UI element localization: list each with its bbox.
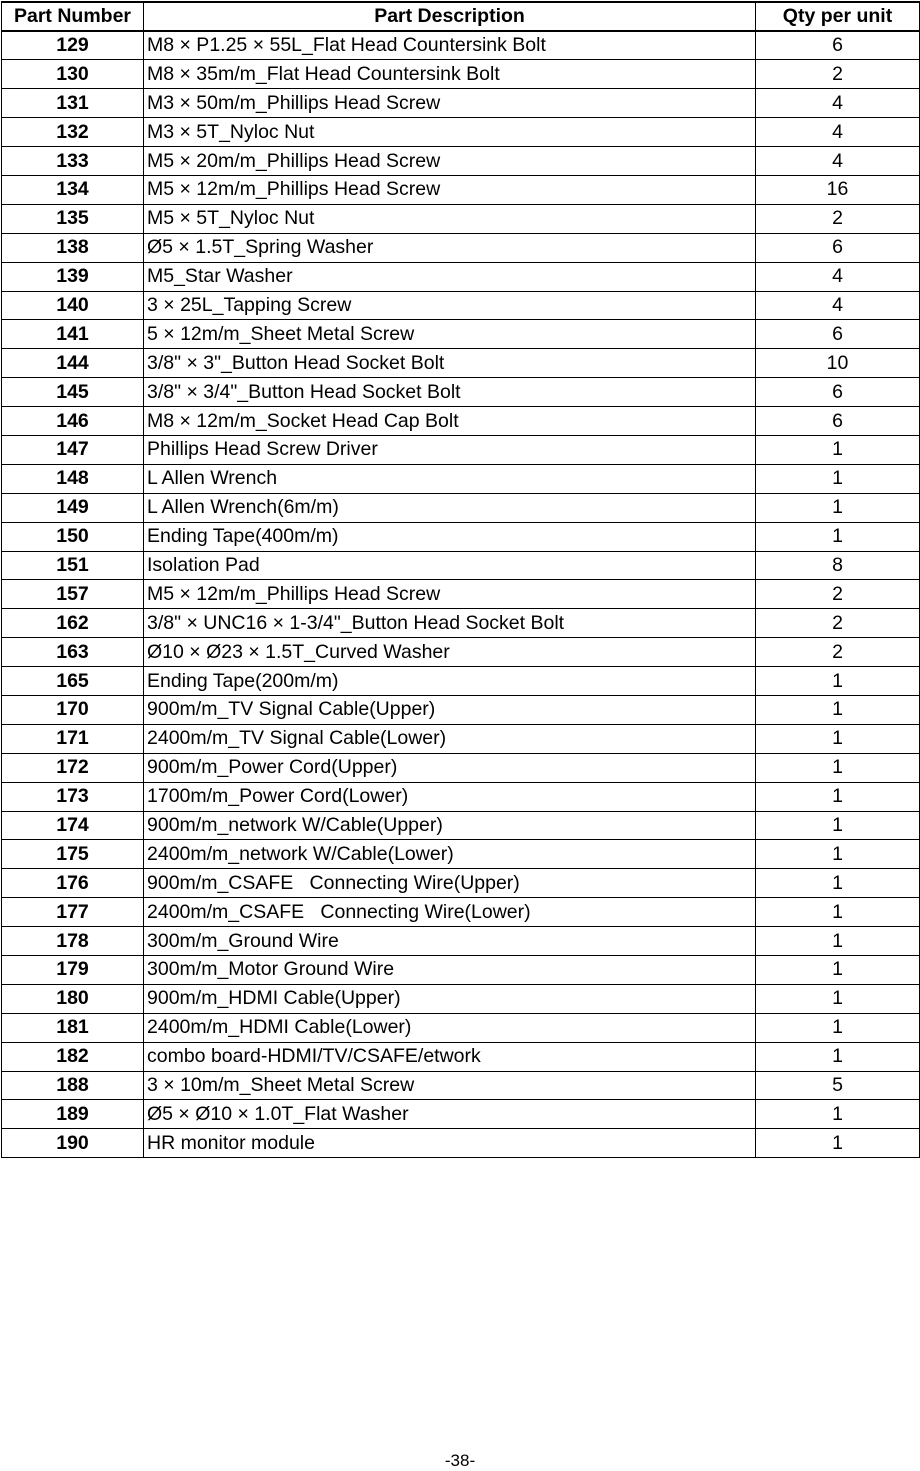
table-row xyxy=(2,1100,920,1129)
part-description-cell: 300m/m_Ground Wire xyxy=(144,927,756,956)
qty-per-unit-cell: 2 xyxy=(756,638,920,667)
qty-per-unit-cell: 1 xyxy=(756,464,920,493)
part-number-cell: 139 xyxy=(2,262,144,291)
part-number-cell: 147 xyxy=(2,435,144,464)
qty-per-unit-cell: 1 xyxy=(756,840,920,869)
part-number-cell: 181 xyxy=(2,1013,144,1042)
qty-per-unit-cell: 4 xyxy=(756,118,920,147)
part-number-cell: 145 xyxy=(2,378,144,407)
table-row xyxy=(2,204,920,233)
part-number-cell: 174 xyxy=(2,811,144,840)
table-row xyxy=(2,782,920,811)
part-number-cell: 188 xyxy=(2,1071,144,1100)
part-number-cell: 129 xyxy=(2,31,144,60)
part-description-cell: L Allen Wrench xyxy=(144,464,756,493)
table-row xyxy=(2,493,920,522)
table-row xyxy=(2,233,920,262)
qty-per-unit-cell: 6 xyxy=(756,233,920,262)
part-number-cell: 138 xyxy=(2,233,144,262)
part-description-cell: 3 × 10m/m_Sheet Metal Screw xyxy=(144,1071,756,1100)
part-number-cell: 173 xyxy=(2,782,144,811)
part-number-cell: 149 xyxy=(2,493,144,522)
part-description-cell: Isolation Pad xyxy=(144,551,756,580)
parts-table xyxy=(1,1,920,1158)
qty-per-unit-cell: 1 xyxy=(756,811,920,840)
table-row xyxy=(2,291,920,320)
part-description-cell: L Allen Wrench(6m/m) xyxy=(144,493,756,522)
table-row xyxy=(2,349,920,378)
part-description-cell: Phillips Head Screw Driver xyxy=(144,435,756,464)
part-number-cell: 175 xyxy=(2,840,144,869)
table-row xyxy=(2,464,920,493)
part-description-cell: 3/8" × 3"_Button Head Socket Bolt xyxy=(144,349,756,378)
part-number-cell: 171 xyxy=(2,724,144,753)
table-header-row xyxy=(2,2,920,31)
part-number-cell: 165 xyxy=(2,667,144,696)
qty-per-unit-cell: 16 xyxy=(756,175,920,204)
part-description-cell: M8 × P1.25 × 55L_Flat Head Countersink Bolt xyxy=(144,31,756,60)
table-row xyxy=(2,724,920,753)
qty-per-unit-cell: 4 xyxy=(756,262,920,291)
part-number-cell: 190 xyxy=(2,1129,144,1158)
part-number-cell: 179 xyxy=(2,956,144,985)
part-number-cell: 151 xyxy=(2,551,144,580)
part-description-cell: 2400m/m_CSAFE Connecting Wire(Lower) xyxy=(144,898,756,927)
part-number-cell: 133 xyxy=(2,147,144,176)
table-row xyxy=(2,580,920,609)
qty-per-unit-cell: 8 xyxy=(756,551,920,580)
qty-per-unit-cell: 2 xyxy=(756,609,920,638)
parts-table-body xyxy=(2,31,920,1158)
qty-per-unit-cell: 4 xyxy=(756,147,920,176)
part-number-cell: 144 xyxy=(2,349,144,378)
part-description-cell: combo board-HDMI/TV/CSAFE/etwork xyxy=(144,1042,756,1071)
qty-per-unit-cell: 1 xyxy=(756,695,920,724)
part-description-cell: 900m/m_CSAFE Connecting Wire(Upper) xyxy=(144,869,756,898)
part-description-cell: 300m/m_Motor Ground Wire xyxy=(144,956,756,985)
qty-per-unit-cell: 1 xyxy=(756,1100,920,1129)
table-row xyxy=(2,840,920,869)
part-description-cell: M5_Star Washer xyxy=(144,262,756,291)
part-description-cell: 2400m/m_network W/Cable(Lower) xyxy=(144,840,756,869)
part-description-cell: 900m/m_HDMI Cable(Upper) xyxy=(144,984,756,1013)
qty-per-unit-cell: 1 xyxy=(756,435,920,464)
part-number-cell: 140 xyxy=(2,291,144,320)
table-row xyxy=(2,638,920,667)
part-number-cell: 163 xyxy=(2,638,144,667)
part-description-cell: 5 × 12m/m_Sheet Metal Screw xyxy=(144,320,756,349)
part-description-cell: Ø5 × 1.5T_Spring Washer xyxy=(144,233,756,262)
table-row xyxy=(2,118,920,147)
page-number: -38- xyxy=(444,1451,476,1470)
qty-per-unit-cell: 1 xyxy=(756,667,920,696)
table-row xyxy=(2,667,920,696)
qty-per-unit-cell: 1 xyxy=(756,869,920,898)
qty-per-unit-cell: 6 xyxy=(756,378,920,407)
part-description-cell: Ending Tape(400m/m) xyxy=(144,522,756,551)
qty-per-unit-cell: 2 xyxy=(756,60,920,89)
part-description-cell: M5 × 12m/m_Phillips Head Screw xyxy=(144,175,756,204)
qty-per-unit-cell: 6 xyxy=(756,407,920,436)
qty-per-unit-cell: 1 xyxy=(756,522,920,551)
table-row xyxy=(2,1129,920,1158)
part-number-cell: 170 xyxy=(2,695,144,724)
part-number-cell: 189 xyxy=(2,1100,144,1129)
part-number-cell: 135 xyxy=(2,204,144,233)
qty-per-unit-cell: 1 xyxy=(756,1013,920,1042)
qty-per-unit-cell: 1 xyxy=(756,956,920,985)
part-number-cell: 182 xyxy=(2,1042,144,1071)
table-row xyxy=(2,695,920,724)
part-description-cell: M5 × 5T_Nyloc Nut xyxy=(144,204,756,233)
qty-per-unit-cell: 1 xyxy=(756,1129,920,1158)
part-description-cell: Ø5 × Ø10 × 1.0T_Flat Washer xyxy=(144,1100,756,1129)
part-number-cell: 176 xyxy=(2,869,144,898)
part-description-cell: 2400m/m_TV Signal Cable(Lower) xyxy=(144,724,756,753)
table-row xyxy=(2,1042,920,1071)
part-number-cell: 180 xyxy=(2,984,144,1013)
header-part-number: Part Number xyxy=(2,2,144,31)
table-row xyxy=(2,262,920,291)
part-number-cell: 146 xyxy=(2,407,144,436)
qty-per-unit-cell: 1 xyxy=(756,753,920,782)
part-description-cell: M8 × 12m/m_Socket Head Cap Bolt xyxy=(144,407,756,436)
qty-per-unit-cell: 6 xyxy=(756,31,920,60)
part-description-cell: 900m/m_Power Cord(Upper) xyxy=(144,753,756,782)
table-row xyxy=(2,147,920,176)
header-part-description: Part Description xyxy=(144,2,756,31)
part-number-cell: 178 xyxy=(2,927,144,956)
qty-per-unit-cell: 5 xyxy=(756,1071,920,1100)
qty-per-unit-cell: 1 xyxy=(756,927,920,956)
qty-per-unit-cell: 1 xyxy=(756,493,920,522)
part-number-cell: 150 xyxy=(2,522,144,551)
table-row xyxy=(2,1013,920,1042)
part-number-cell: 157 xyxy=(2,580,144,609)
header-qty-per-unit: Qty per unit xyxy=(756,2,920,31)
part-number-cell: 141 xyxy=(2,320,144,349)
table-row xyxy=(2,927,920,956)
table-row xyxy=(2,175,920,204)
qty-per-unit-cell: 1 xyxy=(756,782,920,811)
part-description-cell: M3 × 50m/m_Phillips Head Screw xyxy=(144,89,756,118)
part-number-cell: 131 xyxy=(2,89,144,118)
part-number-cell: 132 xyxy=(2,118,144,147)
table-row xyxy=(2,551,920,580)
table-row xyxy=(2,1071,920,1100)
table-row xyxy=(2,407,920,436)
part-description-cell: 3/8" × UNC16 × 1-3/4"_Button Head Socket Bolt xyxy=(144,609,756,638)
qty-per-unit-cell: 1 xyxy=(756,898,920,927)
part-description-cell: 2400m/m_HDMI Cable(Lower) xyxy=(144,1013,756,1042)
part-description-cell: M8 × 35m/m_Flat Head Countersink Bolt xyxy=(144,60,756,89)
part-description-cell: 3 × 25L_Tapping Screw xyxy=(144,291,756,320)
part-description-cell: 900m/m_TV Signal Cable(Upper) xyxy=(144,695,756,724)
part-number-cell: 130 xyxy=(2,60,144,89)
table-row xyxy=(2,609,920,638)
table-row xyxy=(2,984,920,1013)
table-row xyxy=(2,522,920,551)
table-row xyxy=(2,956,920,985)
part-number-cell: 177 xyxy=(2,898,144,927)
part-description-cell: 3/8" × 3/4"_Button Head Socket Bolt xyxy=(144,378,756,407)
table-row xyxy=(2,869,920,898)
part-number-cell: 172 xyxy=(2,753,144,782)
table-row xyxy=(2,378,920,407)
qty-per-unit-cell: 1 xyxy=(756,1042,920,1071)
table-row xyxy=(2,320,920,349)
part-number-cell: 148 xyxy=(2,464,144,493)
qty-per-unit-cell: 4 xyxy=(756,291,920,320)
table-row xyxy=(2,60,920,89)
part-description-cell: Ending Tape(200m/m) xyxy=(144,667,756,696)
part-description-cell: 900m/m_network W/Cable(Upper) xyxy=(144,811,756,840)
table-row xyxy=(2,753,920,782)
table-row xyxy=(2,89,920,118)
part-number-cell: 162 xyxy=(2,609,144,638)
qty-per-unit-cell: 1 xyxy=(756,984,920,1013)
table-row xyxy=(2,811,920,840)
part-description-cell: HR monitor module xyxy=(144,1129,756,1158)
part-description-cell: 1700m/m_Power Cord(Lower) xyxy=(144,782,756,811)
part-description-cell: M3 × 5T_Nyloc Nut xyxy=(144,118,756,147)
qty-per-unit-cell: 6 xyxy=(756,320,920,349)
qty-per-unit-cell: 4 xyxy=(756,89,920,118)
part-description-cell: M5 × 12m/m_Phillips Head Screw xyxy=(144,580,756,609)
table-row xyxy=(2,31,920,60)
table-row xyxy=(2,435,920,464)
part-description-cell: M5 × 20m/m_Phillips Head Screw xyxy=(144,147,756,176)
qty-per-unit-cell: 2 xyxy=(756,580,920,609)
qty-per-unit-cell: 10 xyxy=(756,349,920,378)
qty-per-unit-cell: 2 xyxy=(756,204,920,233)
part-number-cell: 134 xyxy=(2,175,144,204)
part-description-cell: Ø10 × Ø23 × 1.5T_Curved Washer xyxy=(144,638,756,667)
table-row xyxy=(2,898,920,927)
qty-per-unit-cell: 1 xyxy=(756,724,920,753)
